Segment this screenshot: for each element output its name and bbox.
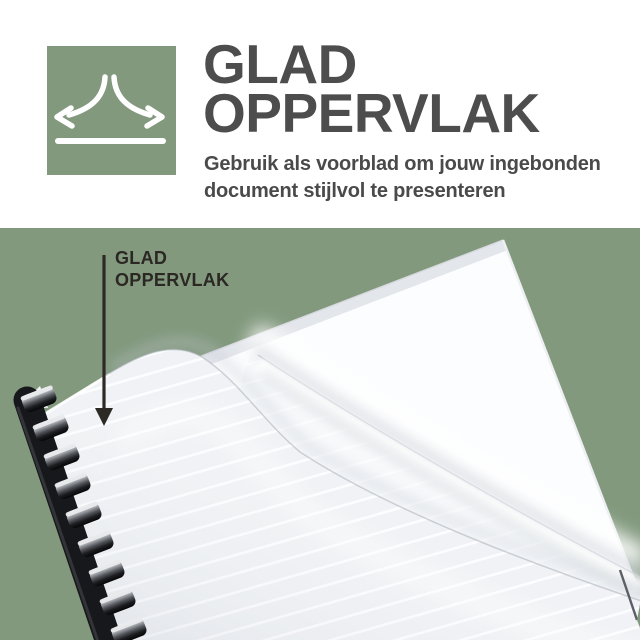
annotation-line-2: OPPERVLAK <box>115 270 230 290</box>
icon-right-curve <box>114 77 150 115</box>
page-subtitle <box>204 151 601 205</box>
smooth-surface-icon-glyph <box>47 46 176 175</box>
annotation-line-1: GLAD <box>115 248 168 268</box>
product-photo <box>0 228 640 640</box>
subtitle-line-2: document stijlvol te presenteren <box>204 180 506 202</box>
header-section <box>0 0 640 228</box>
icon-left-curve <box>69 77 105 115</box>
page-title <box>203 33 540 144</box>
annotation-label <box>115 247 229 291</box>
title-line-2: OPPERVLAK <box>203 82 540 144</box>
product-photo-art <box>0 228 640 640</box>
title-line-1: GLAD <box>203 33 357 95</box>
smooth-surface-icon <box>47 46 176 175</box>
subtitle-line-1: Gebruik als voorblad om jouw ingebonden <box>204 153 601 175</box>
